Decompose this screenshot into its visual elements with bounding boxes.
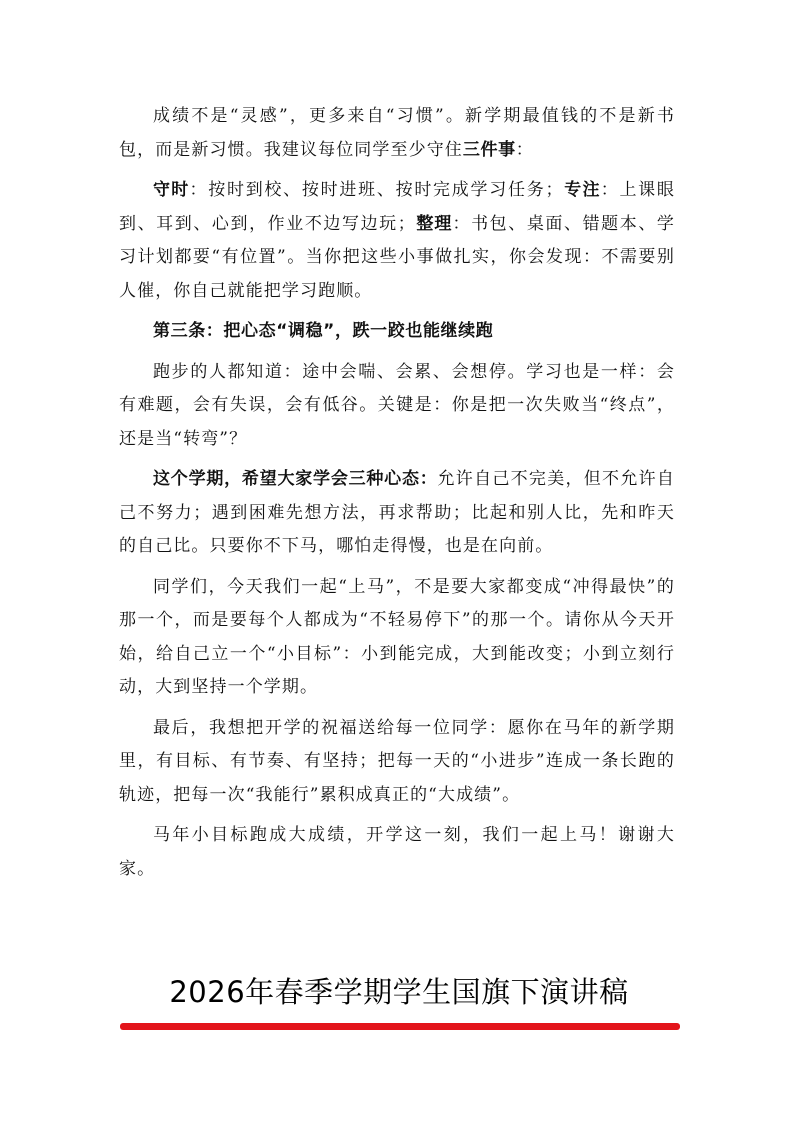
text-segment: ：上课眼到、耳到、心到，作业不边写边玩； xyxy=(119,180,676,234)
text-segment: ：按时到校、按时进班、按时完成学习任务； xyxy=(189,180,564,200)
section-heading xyxy=(119,315,675,349)
body-paragraph xyxy=(119,712,675,813)
body-paragraph xyxy=(119,174,675,308)
bold-text-segment: 守时 xyxy=(153,180,190,200)
bold-text-segment: 整理 xyxy=(415,213,453,234)
speech-body xyxy=(119,100,675,893)
body-paragraph xyxy=(119,463,675,564)
document-title: 2026年春季学期学生国旗下演讲稿 xyxy=(169,975,629,1009)
body-paragraph xyxy=(119,356,675,457)
body-paragraph xyxy=(119,819,675,886)
bold-text-segment: 这个学期，希望大家学会三种心态： xyxy=(153,469,438,489)
text-segment: 成绩不是“灵感”，更多来自“习惯”。新学期最值钱的不是新书包，而是新习惯。我建议每位同学至少守住 xyxy=(119,106,675,160)
body-paragraph xyxy=(119,100,675,167)
bold-text-segment: 第三条：把心态“调稳”，跌一跤也能继续跑 xyxy=(153,321,494,341)
text-segment: 跑步的人都知道：途中会喘、会累、会想停。学习也是一样：会有难题，会有失误，会有低谷。关键是：你是把一次失败当“终点”，还是当“转弯”？ xyxy=(119,361,675,449)
bold-text-segment: 专注 xyxy=(563,180,601,200)
text-segment: 允许自己不完美，但不允许自己不努力；遇到困难先想方法，再求帮助；比起和别人比，先和昨天的自己比。只要你不下马，哪怕走得慢，也是在向前。 xyxy=(119,469,675,556)
text-segment: ：书包、桌面、错题本、学习计划都要“有位置”。当你把这些小事做扎实，你会发现：不需要别人催，你自己就能把学习跑顺。 xyxy=(119,213,676,301)
title-underline-rule xyxy=(120,1023,680,1030)
text-segment: ： xyxy=(515,139,534,160)
bold-text-segment: 三件事 xyxy=(462,139,516,160)
body-paragraph xyxy=(119,571,675,705)
text-segment: 马年小目标跑成大成绩，开学这一刻，我们一起上马！谢谢大家。 xyxy=(119,825,675,879)
text-segment: 同学们，今天我们一起“上马”，不是要大家都变成“冲得最快”的那一个，而是要每个人都成为“不轻易停下”的那一个。请你从今天开始，给自己立一个“小目标”：小到能完成，大到能改变；小到立刻行动，大到坚持一个学期。 xyxy=(119,576,675,697)
text-segment: 最后，我想把开学的祝福送给每一位同学：愿你在马年的新学期里，有目标、有节奏、有坚持；把每一天的“小进步”连成一条长跑的轨迹，把每一次“我能行”累积成真正的“大成绩”。 xyxy=(119,717,675,805)
